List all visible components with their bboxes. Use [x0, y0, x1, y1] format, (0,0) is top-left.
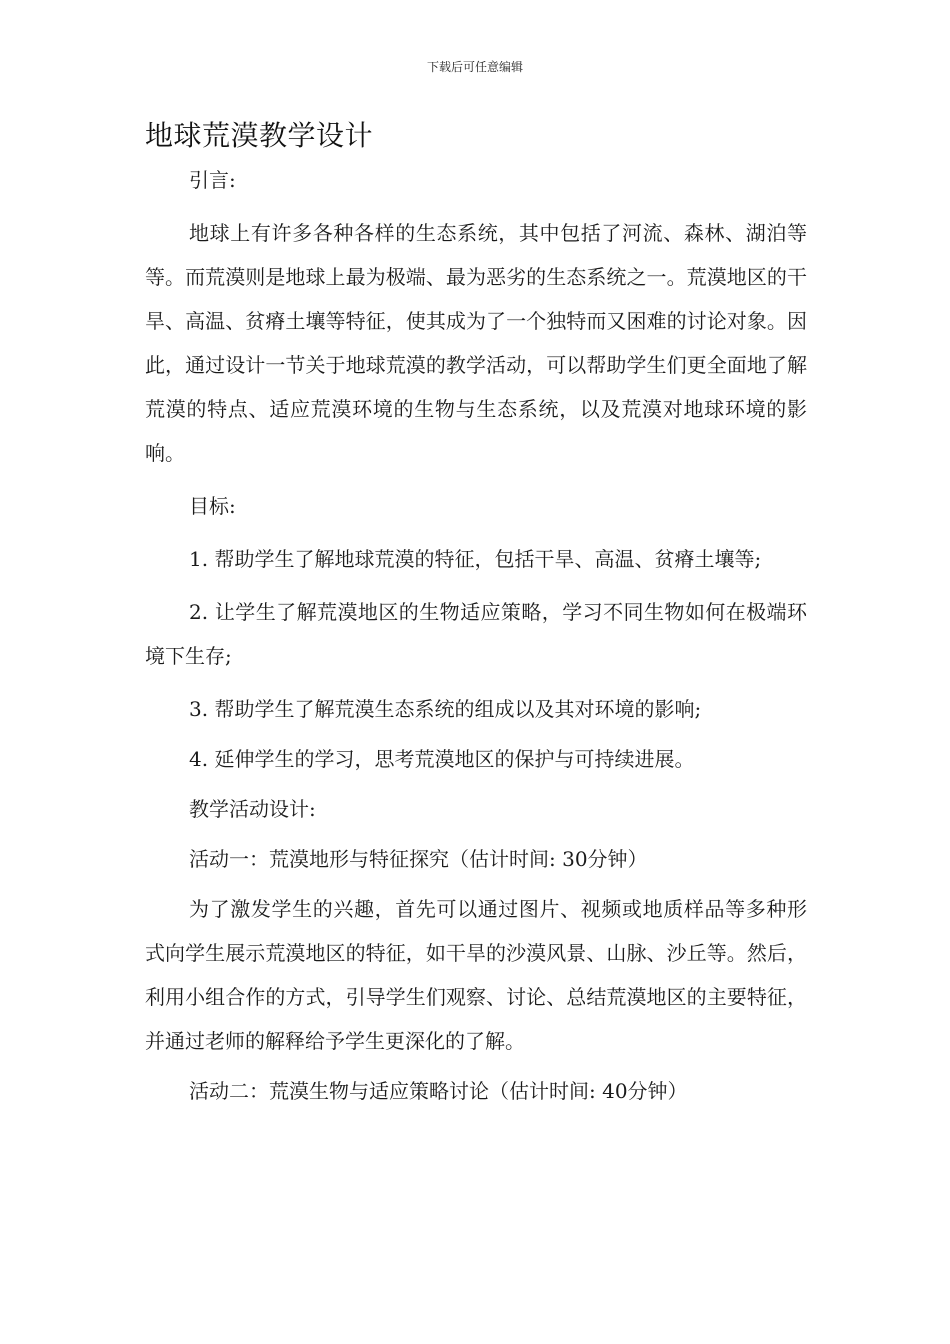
document-title: 地球荒漠教学设计 [145, 119, 374, 152]
intro-paragraph: 地球上有许多各种各样的生态系统，其中包括了河流、森林、湖泊等等。而荒漠则是地球上最为极端、最为恶劣的生态系统之一。荒漠地区的干旱、高温、贫瘠土壤等特征，使其成为了一个独特而又困难的讨论对象。因此，通过设计一节关于地球荒漠的教学活动，可以帮助学生们更全面地了解荒漠的特点、适应荒漠环境的生物与生态系统，以及荒漠对地球环境的影响。 [145, 221, 807, 465]
goal-item-2: 2. 让学生了解荒漠地区的生物适应策略，学习不同生物如何在极端环境下生存; [145, 600, 807, 668]
goals-label: 目标: [189, 494, 236, 518]
activity-2-title: 活动二：荒漠生物与适应策略讨论（估计时间: 40分钟） [189, 1079, 688, 1103]
activity-1-paragraph: 为了激发学生的兴趣，首先可以通过图片、视频或地质样品等多种形式向学生展示荒漠地区的特征，如干旱的沙漠风景、山脉、沙丘等。然后，利用小组合作的方式，引导学生们观察、讨论、总结荒漠地区的主要特征，并通过老师的解释给予学生更深化的了解。 [145, 897, 807, 1053]
goal-item-4: 4. 延伸学生的学习，思考荒漠地区的保护与可持续进展。 [189, 747, 695, 771]
document-body [145, 114, 807, 1113]
page-header-note: 下载后可任意编辑 [426, 60, 523, 74]
goal-item-3: 3. 帮助学生了解荒漠生态系统的组成以及其对环境的影响; [189, 697, 702, 721]
activities-label: 教学活动设计: [189, 797, 316, 821]
goal-item-1: 1. 帮助学生了解地球荒漠的特征，包括干旱、高温、贫瘠土壤等; [189, 547, 762, 571]
intro-label: 引言: [189, 168, 236, 192]
activity-1-title: 活动一：荒漠地形与特征探究（估计时间: 30分钟） [189, 847, 648, 871]
